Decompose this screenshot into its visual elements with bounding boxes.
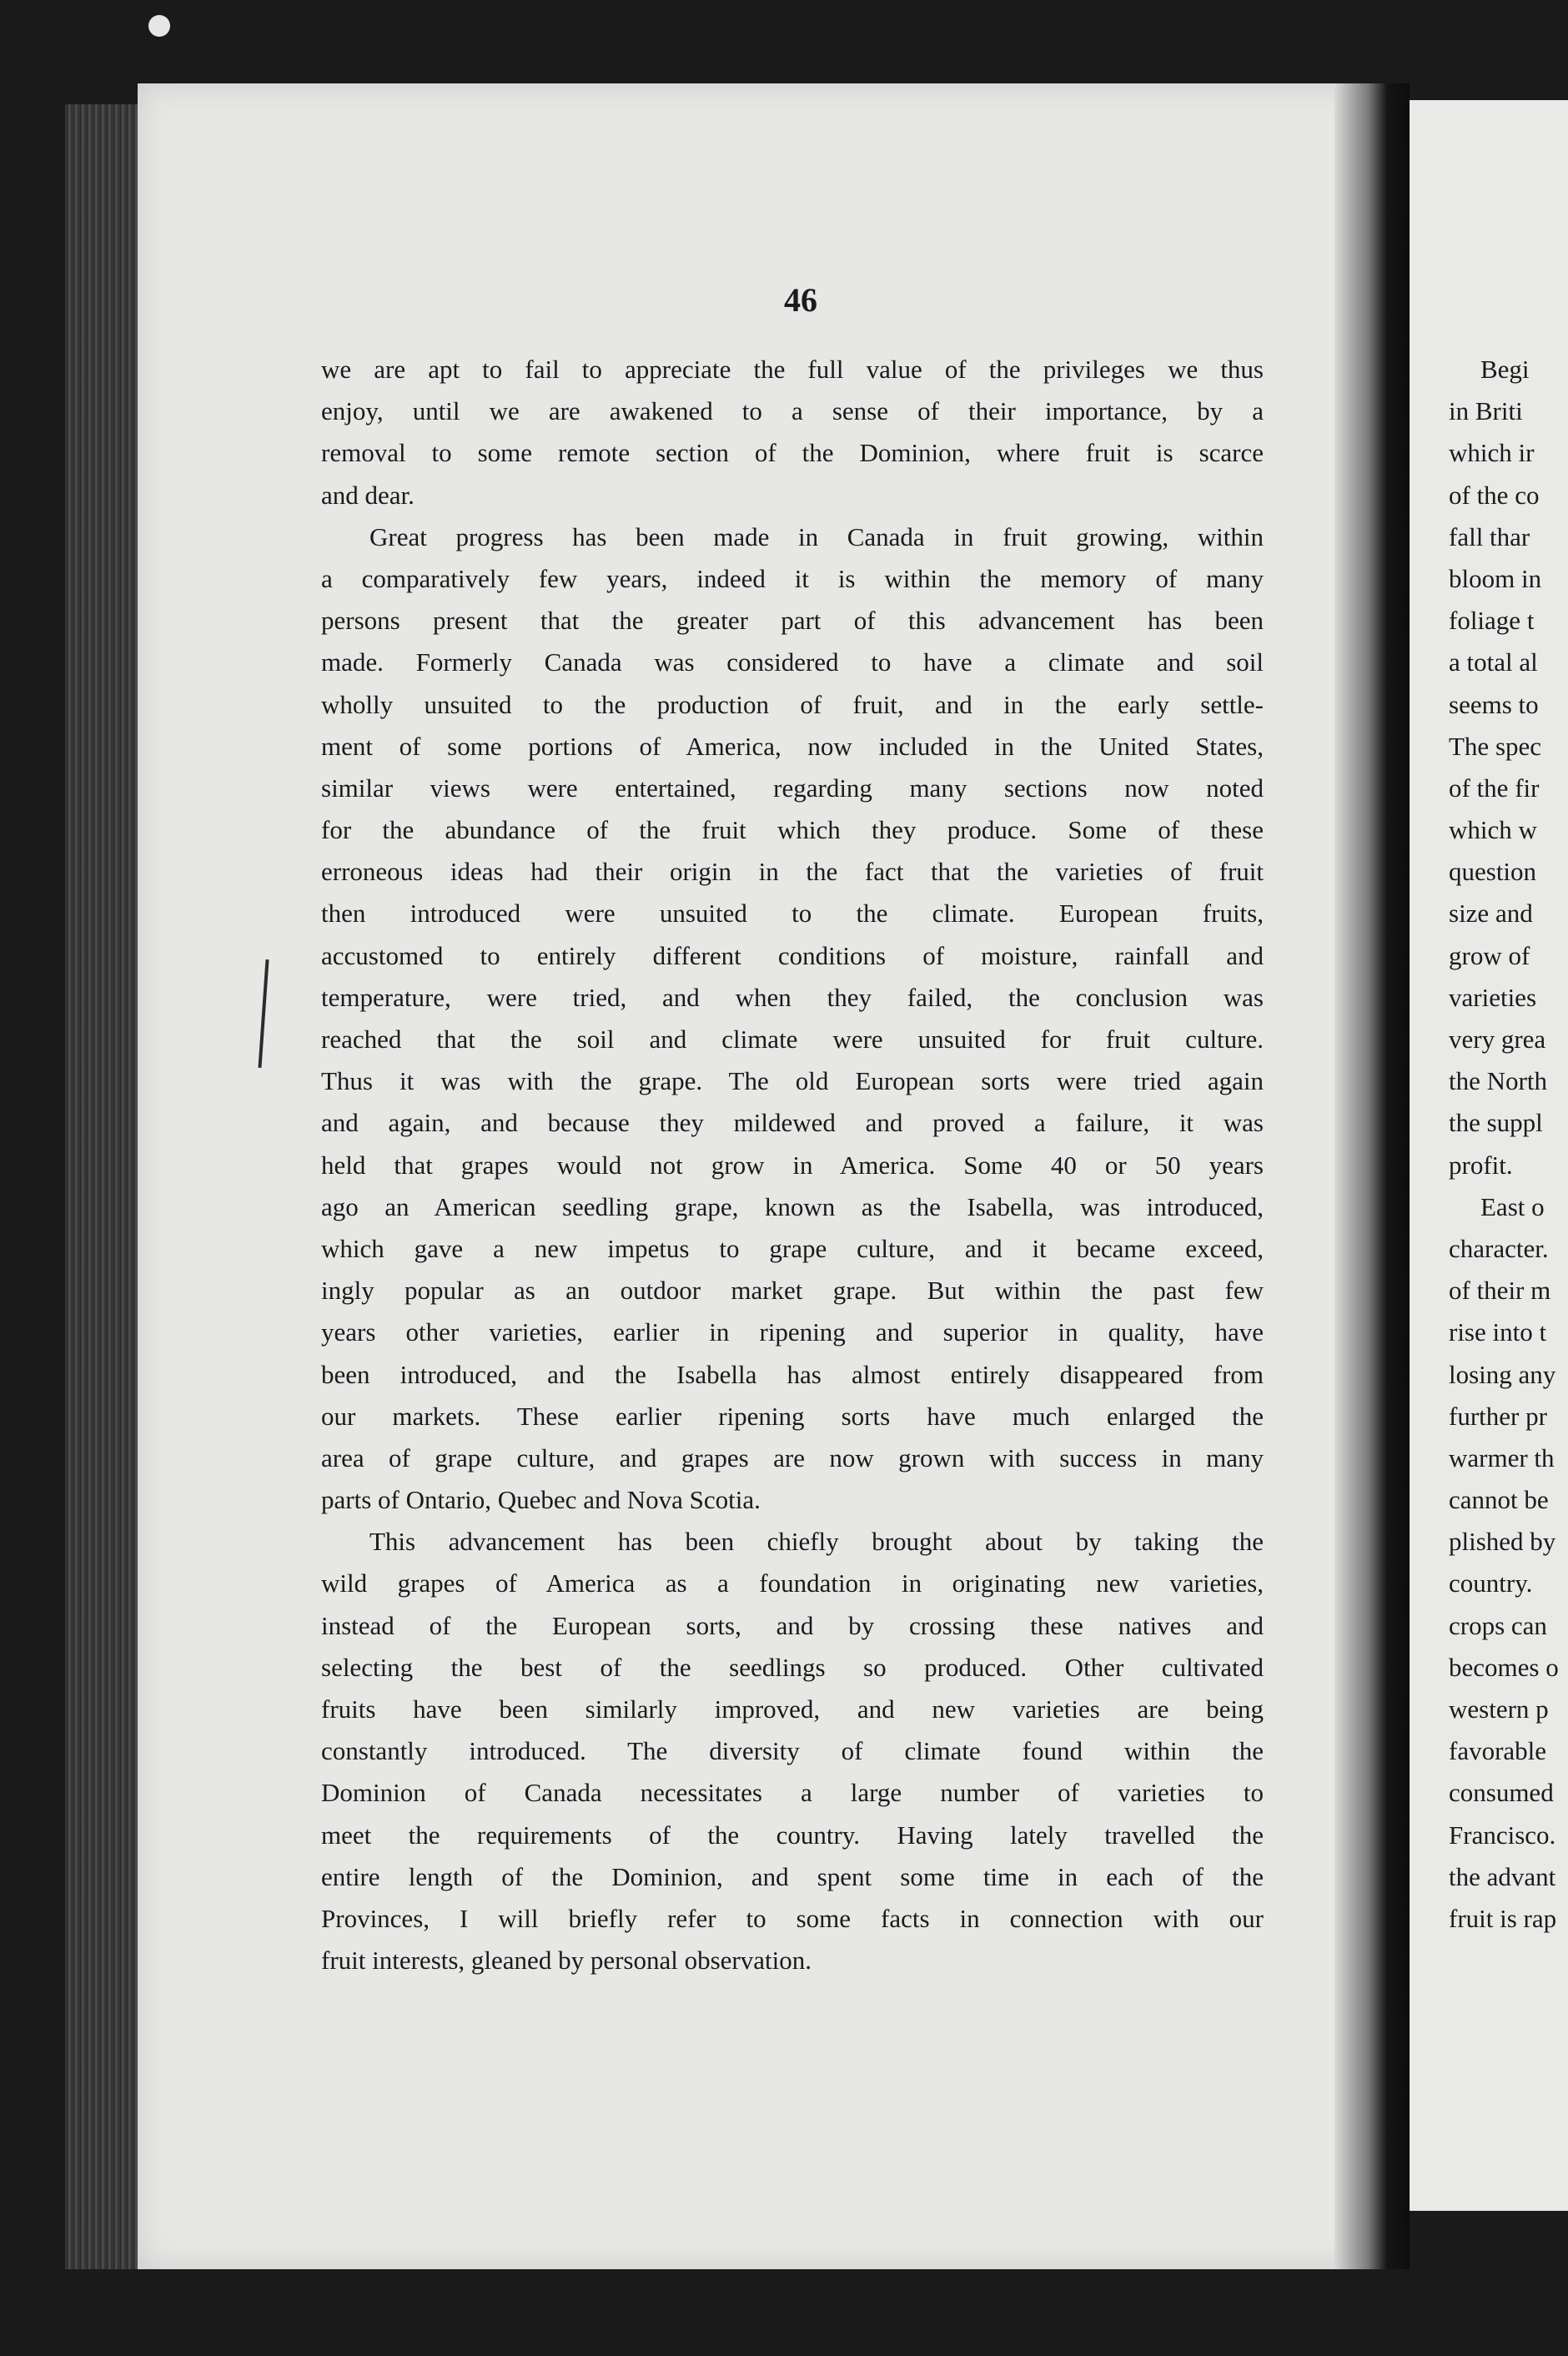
text-line: similar views were entertained, regarding many sections now noted (321, 773, 1264, 803)
text-line: fruit interests, gleaned by personal observation. (321, 1946, 812, 1976)
text-line: instead of the European sorts, and by crossing these natives and (321, 1610, 1264, 1640)
facing-text-line: grow of (1449, 940, 1530, 970)
text-line: entire length of the Dominion, and spent some time in each of the (321, 1861, 1264, 1891)
facing-text-line: crops can (1449, 1610, 1547, 1640)
page-number: 46 (784, 281, 817, 319)
facing-text-line: character. (1449, 1233, 1549, 1263)
text-line: parts of Ontario, Quebec and Nova Scotia. (321, 1485, 761, 1515)
facing-text-line: of the co (1449, 480, 1540, 510)
text-line: Provinces, I will briefly refer to some facts in connection with our (321, 1903, 1264, 1933)
facing-text-line: the suppl (1449, 1108, 1543, 1138)
page-body-text (321, 349, 1264, 1981)
facing-text-line: bloom in (1449, 563, 1542, 593)
facing-text-line: of the fir (1449, 773, 1540, 803)
text-line: ago an American seedling grape, known as the Isabella, was introduced, (321, 1191, 1264, 1221)
text-line: Thus it was with the grape. The old European sorts were tried again (321, 1066, 1264, 1096)
facing-text-line: plished by (1449, 1527, 1556, 1557)
facing-text-line: consumed (1449, 1778, 1554, 1808)
text-line: ment of some portions of America, now included in the United States, (321, 731, 1264, 761)
facing-text-line: favorable (1449, 1736, 1547, 1766)
facing-text-line: Begi (1480, 355, 1530, 384)
book-gutter (1334, 83, 1410, 2269)
facing-text-line: becomes o (1449, 1652, 1559, 1682)
text-line: and dear. (321, 480, 415, 510)
text-line: meet the requirements of the country. Having lately travelled the (321, 1820, 1264, 1850)
facing-text-line: the North (1449, 1066, 1547, 1096)
text-line: and again, and because they mildewed and proved a failure, it was (321, 1108, 1264, 1138)
facing-text-line: of their m (1449, 1276, 1551, 1306)
text-line: temperature, were tried, and when they failed, the conclusion was (321, 982, 1264, 1012)
text-line: enjoy, until we are awakened to a sense of their importance, by a (321, 396, 1264, 426)
text-line: which gave a new impetus to grape culture, and it became exceed, (321, 1233, 1264, 1263)
text-line: area of grape culture, and grapes are now grown with success in many (321, 1442, 1264, 1472)
facing-text-line: which ir (1449, 438, 1535, 468)
facing-text-line: the advant (1449, 1861, 1556, 1891)
facing-text-line: profit. (1449, 1150, 1513, 1180)
facing-text-line: The spec (1449, 731, 1542, 761)
facing-text-line: warmer th (1449, 1442, 1555, 1472)
facing-text-line: in Briti (1449, 396, 1523, 426)
facing-text-line: losing any (1449, 1359, 1556, 1389)
text-line: ingly popular as an outdoor market grape. But within the past few (321, 1276, 1264, 1306)
text-line: fruits have been similarly improved, and new varieties are being (321, 1694, 1264, 1724)
facing-text-line: very grea (1449, 1024, 1546, 1054)
facing-text-line: rise into t (1449, 1317, 1547, 1347)
text-line: we are apt to fail to appreciate the full value of the privileges we thus (321, 355, 1264, 384)
text-line: persons present that the greater part of this advancement has been (321, 606, 1264, 636)
text-line: This advancement has been chiefly brought about by taking the (369, 1527, 1264, 1557)
facing-text-line: western p (1449, 1694, 1549, 1724)
text-line: wholly unsuited to the production of fruit, and in the early settle- (321, 689, 1264, 719)
facing-text-line: fruit is rap (1449, 1903, 1557, 1933)
facing-text-line: fall thar (1449, 521, 1530, 551)
facing-page-text (1449, 349, 1568, 1940)
facing-text-line: cannot be (1449, 1485, 1549, 1515)
facing-text-line: question (1449, 857, 1537, 887)
text-line: Dominion of Canada necessitates a large number of varieties to (321, 1778, 1264, 1808)
facing-text-line: seems to (1449, 689, 1539, 719)
facing-text-line: which w (1449, 815, 1537, 845)
text-line: years other varieties, earlier in ripening and superior in quality, have (321, 1317, 1264, 1347)
facing-text-line: size and (1449, 899, 1533, 929)
facing-text-line: a total al (1449, 647, 1538, 677)
text-line: accustomed to entirely different conditions of moisture, rainfall and (321, 940, 1264, 970)
facing-text-line: country. (1449, 1568, 1533, 1598)
text-line: made. Formerly Canada was considered to have a climate and soil (321, 647, 1264, 677)
text-line: been introduced, and the Isabella has almost entirely disappeared from (321, 1359, 1264, 1389)
text-line: removal to some remote section of the Dominion, where fruit is scarce (321, 438, 1264, 468)
text-line: selecting the best of the seedlings so produced. Other cultivated (321, 1652, 1264, 1682)
text-line: Great progress has been made in Canada in fruit growing, within (369, 521, 1264, 551)
text-line: wild grapes of America as a foundation in originating new varieties, (321, 1568, 1264, 1598)
text-line: erroneous ideas had their origin in the fact that the varieties of fruit (321, 857, 1264, 887)
text-line: constantly introduced. The diversity of climate found within the (321, 1736, 1264, 1766)
text-line: held that grapes would not grow in America. Some 40 or 50 years (321, 1150, 1264, 1180)
facing-text-line: varieties (1449, 982, 1537, 1012)
book-page-edges (65, 104, 142, 2269)
text-line: our markets. These earlier ripening sorts have much enlarged the (321, 1401, 1264, 1431)
facing-text-line: foliage t (1449, 606, 1535, 636)
text-line: reached that the soil and climate were unsuited for fruit culture. (321, 1024, 1264, 1054)
facing-text-line: East o (1480, 1191, 1545, 1221)
corner-circle-icon (148, 15, 170, 37)
facing-text-line: Francisco. (1449, 1820, 1556, 1850)
text-line: then introduced were unsuited to the climate. European fruits, (321, 899, 1264, 929)
text-line: for the abundance of the fruit which they produce. Some of these (321, 815, 1264, 845)
facing-text-line: further pr (1449, 1401, 1547, 1431)
text-line: a comparatively few years, indeed it is within the memory of many (321, 563, 1264, 593)
